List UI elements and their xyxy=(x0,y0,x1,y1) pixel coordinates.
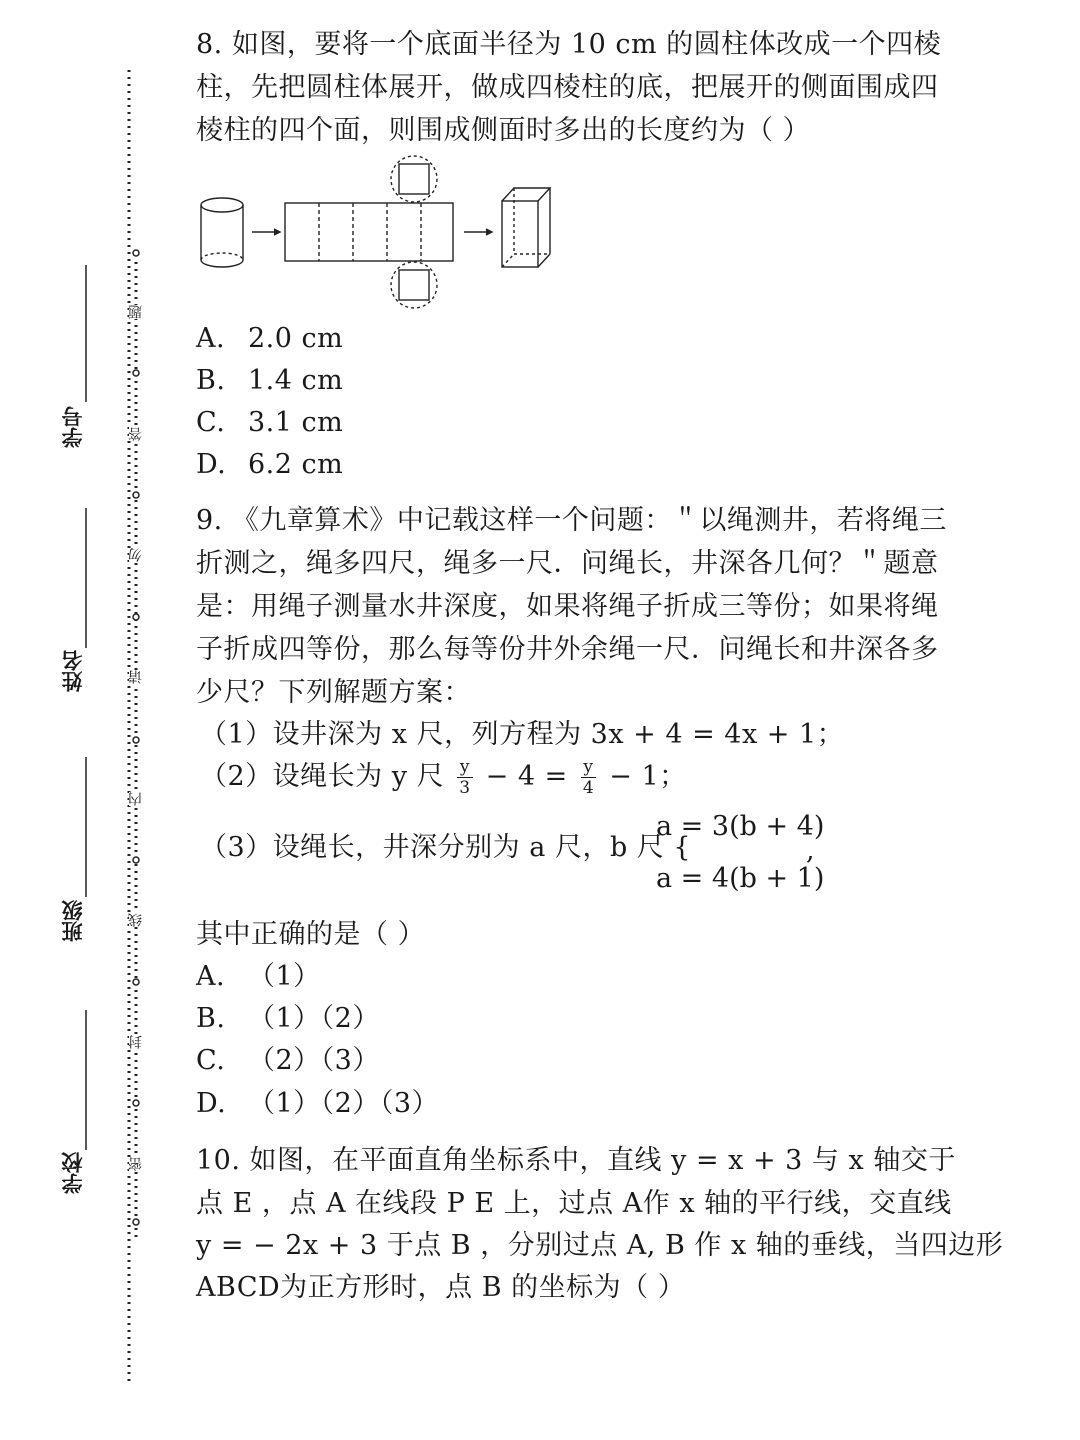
arrow-icon xyxy=(252,229,280,235)
q8-text-line: 柱，先把圆柱体展开，做成四棱柱的底，把展开的侧面围成四 xyxy=(196,72,939,103)
q9-option-d[interactable]: D. （1）（2）（3） xyxy=(196,1088,440,1119)
q8-option-d[interactable]: D. 6.2 cm xyxy=(196,449,344,480)
prism-shape xyxy=(502,188,550,267)
q9-text-line: 少尺？下列解题方案： xyxy=(196,677,471,708)
q9-text-line: 折测之，绳多四尺，绳多一尺．问绳长，井深各几何？＂题意 xyxy=(196,548,939,579)
seal-char: 密 xyxy=(128,1157,144,1171)
q10-text-line: y = − 2x + 3 于点 B ，分别过点 A, B 作 x 轴的垂线，当四边形 xyxy=(196,1230,1004,1261)
seal-char: 勿 xyxy=(128,548,144,562)
fraction: $\frac{y}{4}$ xyxy=(582,757,595,798)
equation-1: a = 3(b + 4) xyxy=(656,811,825,842)
arrow-icon xyxy=(464,229,492,235)
student-id-label: 学号 xyxy=(60,406,85,448)
q10-text-line: 10. 如图，在平面直角坐标系中，直线 y = x + 3 与 x 轴交于 xyxy=(196,1145,956,1176)
class-label: 班级 xyxy=(60,900,85,942)
seal-char: 答 xyxy=(128,427,144,441)
seal-char: 线 xyxy=(128,913,144,927)
cylinder-shape xyxy=(201,198,243,267)
equation-2: a = 4(b + 1) xyxy=(656,863,825,894)
q8-option-b[interactable]: B. 1.4 cm xyxy=(196,365,344,396)
bottom-base-circle xyxy=(391,262,437,308)
q8-option-a[interactable]: A. 2.0 cm xyxy=(196,323,344,354)
plan-3-suffix: , xyxy=(806,835,815,866)
q9-text-line: 是：用绳子测量水井深度，如果将绳子折成三等份；如果将绳 xyxy=(196,591,939,622)
q9-plan-3: （3）设绳长，井深分别为 a 尺，b 尺 { xyxy=(200,832,692,863)
seal-char: 内 xyxy=(128,792,144,806)
q8-figure xyxy=(196,150,566,315)
binding-margin xyxy=(0,0,190,1440)
seal-char: 封 xyxy=(128,1035,144,1049)
q8-text-line: 8. 如图，要将一个底面半径为 10 cm 的圆柱体改成一个四棱 xyxy=(196,29,942,60)
name-label: 姓名 xyxy=(60,650,85,692)
q10-text-line: 点 E ，点 A 在线段 P E 上，过点 A作 x 轴的平行线，交直线 xyxy=(196,1188,952,1219)
binding-lines xyxy=(0,0,190,1440)
school-label: 学校 xyxy=(60,1152,85,1194)
q9-option-b[interactable]: B. （1）（2） xyxy=(196,1003,380,1034)
q9-question: 其中正确的是（ ） xyxy=(196,919,426,950)
seal-char: 题 xyxy=(128,305,144,319)
q8-option-c[interactable]: C. 3.1 cm xyxy=(196,407,344,438)
q10-text-line: ABCD为正方形时，点 B 的坐标为（ ） xyxy=(196,1272,686,1303)
q8-text-line: 棱柱的四个面，则围成侧面时多出的长度约为（ ） xyxy=(196,115,811,146)
q9-plan-1: （1）设井深为 x 尺，列方程为 3x + 4 = 4x + 1； xyxy=(200,719,845,750)
unfolded-rectangle xyxy=(285,203,453,261)
q9-option-c[interactable]: C. （2）（3） xyxy=(196,1045,380,1076)
q9-text-line: 子折成四等份，那么每等份井外余绳一尺．问绳长和井深各多 xyxy=(196,634,939,665)
fraction: $\frac{y}{3}$ xyxy=(459,757,471,798)
q9-plan-2: （2）设绳长为 y 尺 $\frac{y}{3}$ − 4 = $\frac{y}{4}$ − 1； xyxy=(200,757,687,798)
top-base-circle xyxy=(391,156,437,202)
seal-char: 请 xyxy=(128,670,144,684)
q9-option-a[interactable]: A. （1） xyxy=(196,961,321,992)
q9-text-line: 9. 《九章算术》中记载这样一个问题：＂以绳测井，若将绳三 xyxy=(196,505,947,536)
